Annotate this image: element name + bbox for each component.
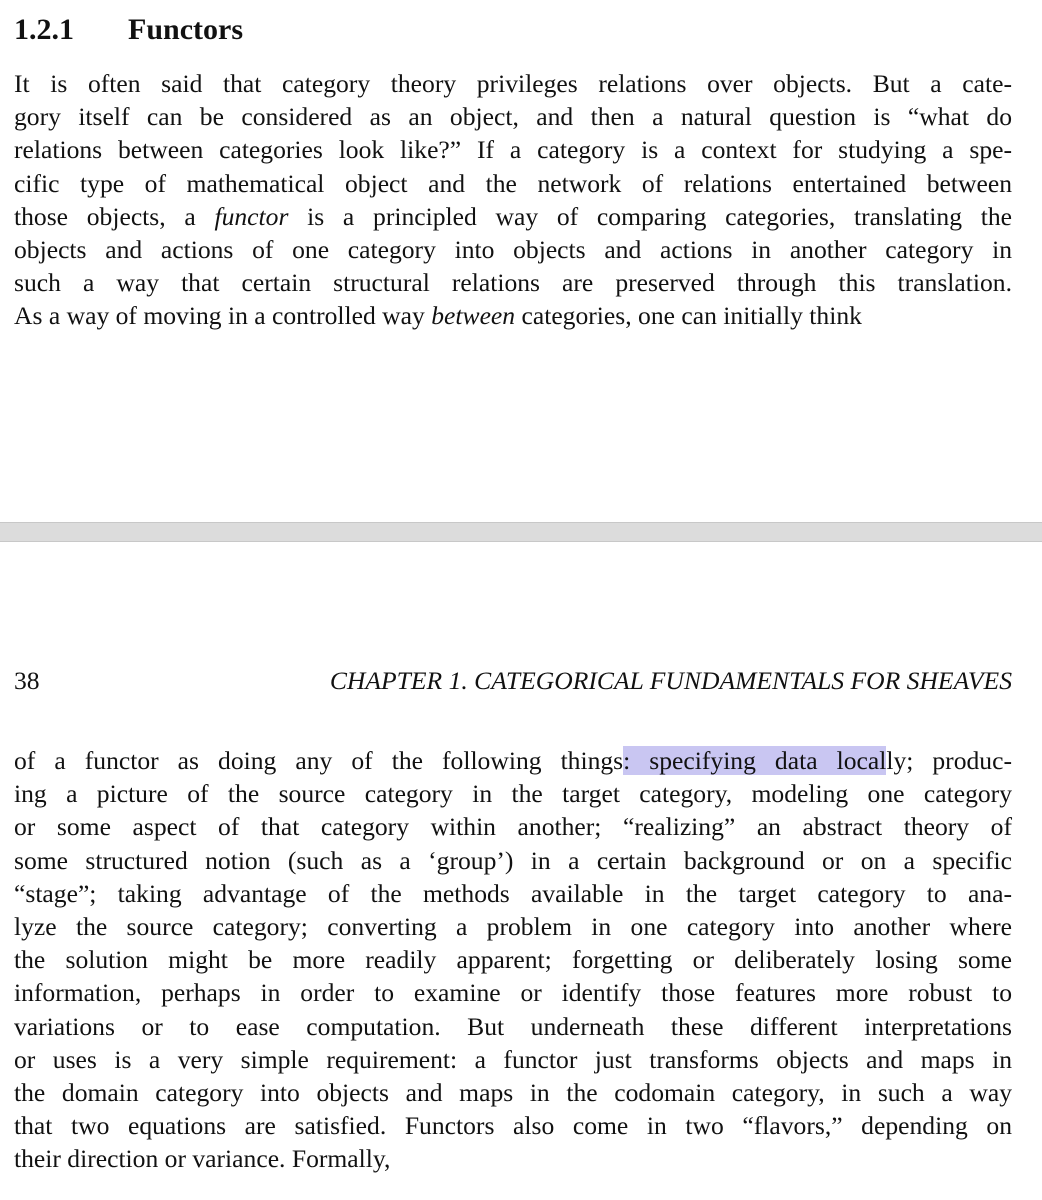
paragraph-line (14, 167, 1012, 200)
paragraph-line (14, 810, 1012, 843)
text-segment: variations or to ease computation. But underneath these different interpretations (14, 1011, 1012, 1041)
paragraph-line (14, 744, 1012, 777)
paragraph-line (14, 100, 1012, 133)
document-page-bottom (0, 542, 1042, 1200)
text-segment: or some aspect of that category within another; “realizing” an abstract theory of (14, 812, 1012, 842)
text-segment: information, perhaps in order to examine or identify those features more robust to (14, 978, 1012, 1008)
text-segment: those objects, a (14, 201, 215, 231)
text-segment: such a way that certain structural relations are preserved through this translation. (14, 268, 1012, 298)
text-segment: relations between categories look like?” If a category is a context for studying a spe- (14, 135, 1012, 165)
paragraph-line (14, 233, 1012, 266)
text-segment: the domain category into objects and maps in the codomain category, in such a way (14, 1078, 1012, 1107)
paragraph-line (14, 67, 1012, 100)
text-segment: some structured notion (such as a ‘group’) in a certain background or on a specific (14, 845, 1012, 875)
emphasized-text: between (431, 301, 516, 331)
text-segment: is a principled way of comparing categories, translating the (288, 201, 1012, 231)
paragraph-line (14, 1010, 1012, 1043)
emphasized-text: functor (214, 201, 289, 231)
document-page-top (0, 0, 1042, 522)
chapter-running-title: CHAPTER 1. CATEGORICAL FUNDAMENTALS FOR SHEAVES (329, 666, 1012, 695)
page-separator (0, 522, 1042, 542)
section-heading (14, 12, 243, 48)
paragraph-line (14, 943, 1012, 976)
paragraph-line (14, 1043, 1012, 1076)
text-segment: objects and actions of one category into objects and actions in another category in (14, 235, 1012, 264)
text-segment: “stage”; taking advantage of the methods available in the target category to ana- (14, 878, 1012, 908)
text-segment: of a functor as doing any of the following things (14, 746, 624, 775)
paragraph-line (14, 299, 1012, 332)
paragraph-line (14, 1076, 1012, 1109)
paragraph-line (14, 877, 1012, 910)
page-number: 38 (14, 666, 40, 695)
section-title: Functors (128, 13, 243, 46)
paragraph-line (14, 1142, 1012, 1175)
paragraph-line (14, 976, 1012, 1009)
text-segment: ly; produc- (886, 746, 1012, 775)
section-number: 1.2.1 (14, 13, 74, 46)
text-segment: categories, one can initially think (515, 301, 862, 331)
paragraph-line (14, 133, 1012, 166)
text-segment: the solution might be more readily apparent; forgetting or deliberately losing some (14, 945, 1012, 975)
paragraph-line (14, 910, 1012, 943)
text-segment: gory itself can be considered as an object, and then a natural question is “what do (14, 102, 1012, 132)
paragraph-line (14, 777, 1012, 810)
text-segment: cific type of mathematical object and the network of relations entertained between (14, 168, 1012, 198)
text-segment: their direction or variance. Formally, (14, 1144, 391, 1174)
text-segment: It is often said that category theory privileges relations over objects. But a cate- (14, 69, 1012, 98)
text-segment: ing a picture of the source category in the target category, modeling one category (14, 779, 1012, 809)
text-segment: lyze the source category; converting a problem in one category into another where (14, 912, 1012, 941)
running-head (14, 664, 1012, 698)
selected-text[interactable]: : specifying data local (623, 746, 887, 775)
paragraph-line (14, 1109, 1012, 1142)
text-segment: that two equations are satisfied. Functors also come in two “flavors,” depending on (14, 1111, 1012, 1141)
paragraph-line (14, 200, 1012, 233)
paragraph-line (14, 266, 1012, 299)
text-segment: As a way of moving in a controlled way (14, 301, 432, 331)
text-segment: or uses is a very simple requirement: a functor just transforms objects and maps in (14, 1044, 1012, 1074)
paragraph-line (14, 844, 1012, 877)
